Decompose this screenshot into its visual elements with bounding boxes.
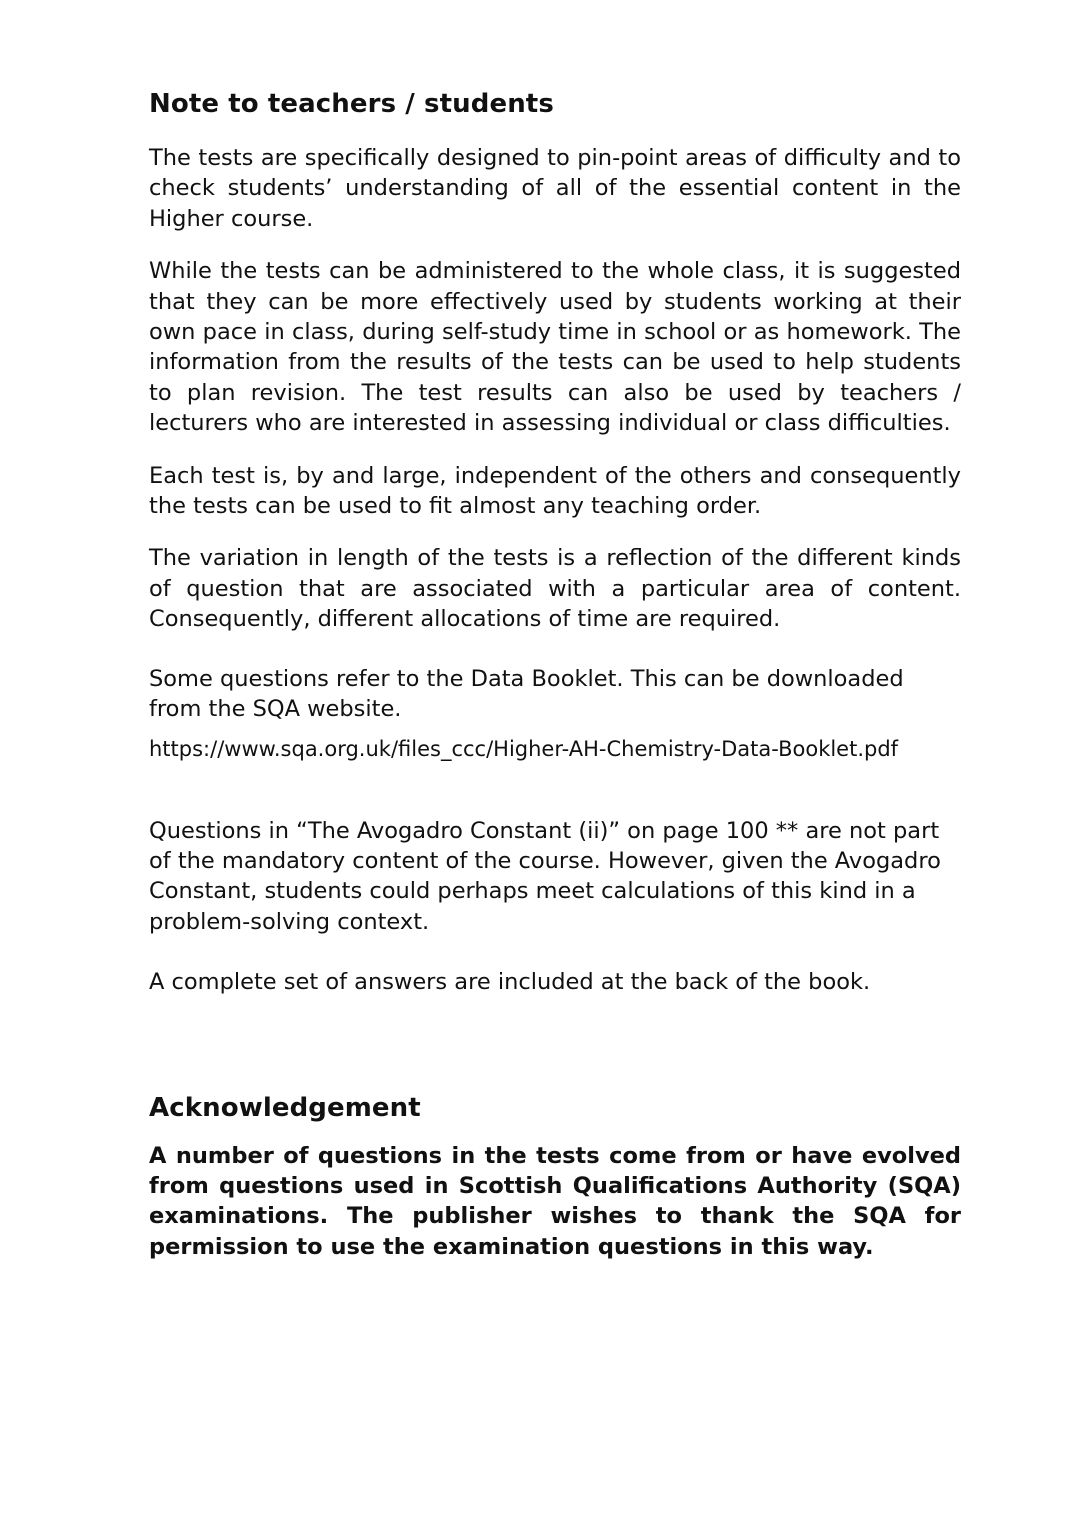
note-heading: Note to teachers / students xyxy=(149,89,554,119)
note-paragraph-usage: While the tests can be administered to the whole class, it is suggested that they can be more effectively used by students working at their own pace in class, during self-study time in school or as homework. The information from the results of the tests can be used to help students to plan revision. The test results can also be used by teachers / lecturers who are interested in assessing individual or class difficulties. xyxy=(149,258,961,437)
data-booklet-url[interactable]: https://www.sqa.org.uk/files_ccc/Higher-AH-Chemistry-Data-Booklet.pdf xyxy=(149,736,899,761)
document-page xyxy=(149,86,961,1262)
note-paragraph-data-booklet: Some questions refer to the Data Booklet. This can be downloaded from the SQA website. xyxy=(149,665,904,723)
avogadro-paragraph: Questions in “The Avogadro Constant (ii)” on page 100 ** are not part of the mandatory content of the course. However, given the Avogadro Constant, students could perhaps meet calculations of this kind in a problem-solving context. xyxy=(149,817,941,935)
note-paragraph-purpose: The tests are specifically designed to pin-point areas of difficulty and to check students’ understanding of all of the essential content in the Higher course. xyxy=(149,145,961,232)
note-paragraph-length: The variation in length of the tests is a reflection of the different kinds of question that are associated with a particular area of content. Consequently, different allocations of time are required. xyxy=(149,545,961,633)
acknowledgement-heading: Acknowledgement xyxy=(149,1092,421,1123)
answers-paragraph: A complete set of answers are included at the back of the book. xyxy=(149,969,871,996)
note-paragraph-independence: Each test is, by and large, independent of the others and consequently the tests can be used to fit almost any teaching order. xyxy=(149,462,961,520)
acknowledgement-text: A number of questions in the tests come from or have evolved from questions used in Scottish Qualifications Authority (SQA) examinations. The publisher wishes to thank the SQA for permission to use the examination questions in this way. xyxy=(149,1142,961,1260)
